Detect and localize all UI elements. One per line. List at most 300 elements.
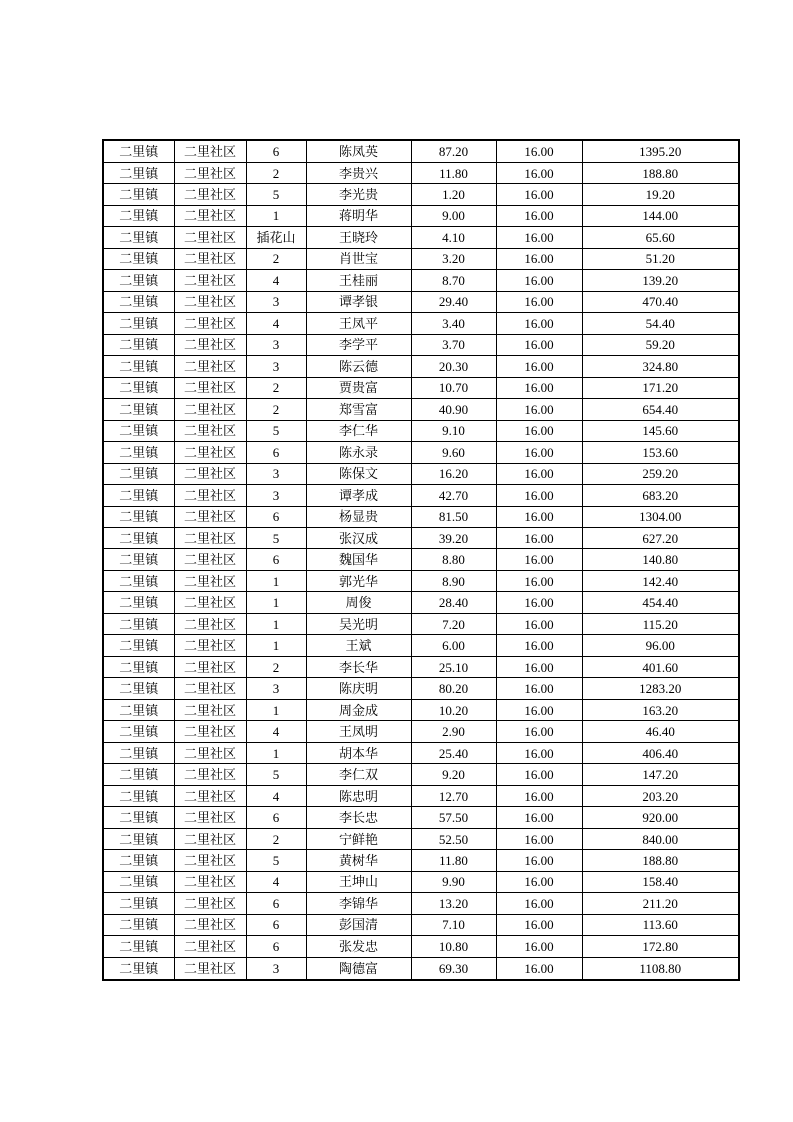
cell-name: 李贵兴 bbox=[306, 162, 411, 183]
cell-quantity: 28.40 bbox=[411, 592, 496, 613]
cell-quantity: 57.50 bbox=[411, 807, 496, 828]
cell-quantity: 3.40 bbox=[411, 313, 496, 334]
cell-unit-price: 16.00 bbox=[496, 850, 582, 871]
cell-community: 二里社区 bbox=[174, 313, 246, 334]
table-row bbox=[103, 334, 739, 355]
cell-unit-price: 16.00 bbox=[496, 248, 582, 269]
cell-group: 5 bbox=[246, 764, 306, 785]
cell-quantity: 8.80 bbox=[411, 549, 496, 570]
cell-community: 二里社区 bbox=[174, 914, 246, 935]
table-row bbox=[103, 270, 739, 291]
cell-quantity: 3.20 bbox=[411, 248, 496, 269]
cell-quantity: 9.60 bbox=[411, 442, 496, 463]
cell-name: 王斌 bbox=[306, 635, 411, 656]
cell-group: 1 bbox=[246, 570, 306, 591]
cell-name: 肖世宝 bbox=[306, 248, 411, 269]
table-row bbox=[103, 442, 739, 463]
cell-group: 5 bbox=[246, 528, 306, 549]
table-row bbox=[103, 742, 739, 763]
cell-community: 二里社区 bbox=[174, 656, 246, 677]
cell-group: 1 bbox=[246, 205, 306, 226]
cell-amount: 145.60 bbox=[582, 420, 739, 441]
cell-community: 二里社区 bbox=[174, 699, 246, 720]
cell-community: 二里社区 bbox=[174, 184, 246, 205]
cell-quantity: 11.80 bbox=[411, 850, 496, 871]
cell-unit-price: 16.00 bbox=[496, 914, 582, 935]
cell-name: 周金成 bbox=[306, 699, 411, 720]
cell-town: 二里镇 bbox=[103, 936, 174, 957]
cell-name: 李长忠 bbox=[306, 807, 411, 828]
cell-quantity: 10.20 bbox=[411, 699, 496, 720]
cell-quantity: 6.00 bbox=[411, 635, 496, 656]
cell-community: 二里社区 bbox=[174, 162, 246, 183]
table-row bbox=[103, 248, 739, 269]
cell-unit-price: 16.00 bbox=[496, 678, 582, 699]
cell-town: 二里镇 bbox=[103, 227, 174, 248]
cell-community: 二里社区 bbox=[174, 442, 246, 463]
table-row bbox=[103, 162, 739, 183]
cell-town: 二里镇 bbox=[103, 764, 174, 785]
cell-community: 二里社区 bbox=[174, 721, 246, 742]
cell-community: 二里社区 bbox=[174, 377, 246, 398]
cell-community: 二里社区 bbox=[174, 549, 246, 570]
cell-town: 二里镇 bbox=[103, 399, 174, 420]
cell-community: 二里社区 bbox=[174, 613, 246, 634]
cell-quantity: 2.90 bbox=[411, 721, 496, 742]
table-row bbox=[103, 528, 739, 549]
cell-unit-price: 16.00 bbox=[496, 699, 582, 720]
cell-group: 4 bbox=[246, 721, 306, 742]
table-row bbox=[103, 785, 739, 806]
cell-name: 蒋明华 bbox=[306, 205, 411, 226]
cell-group: 2 bbox=[246, 828, 306, 849]
cell-community: 二里社区 bbox=[174, 764, 246, 785]
cell-unit-price: 16.00 bbox=[496, 442, 582, 463]
cell-group: 6 bbox=[246, 506, 306, 527]
cell-name: 李仁双 bbox=[306, 764, 411, 785]
cell-quantity: 52.50 bbox=[411, 828, 496, 849]
cell-quantity: 81.50 bbox=[411, 506, 496, 527]
cell-quantity: 87.20 bbox=[411, 140, 496, 162]
cell-unit-price: 16.00 bbox=[496, 871, 582, 892]
cell-name: 李光贵 bbox=[306, 184, 411, 205]
cell-amount: 59.20 bbox=[582, 334, 739, 355]
cell-quantity: 9.10 bbox=[411, 420, 496, 441]
cell-group: 3 bbox=[246, 463, 306, 484]
cell-quantity: 9.90 bbox=[411, 871, 496, 892]
cell-town: 二里镇 bbox=[103, 656, 174, 677]
cell-quantity: 10.70 bbox=[411, 377, 496, 398]
records-table bbox=[102, 139, 740, 981]
cell-quantity: 42.70 bbox=[411, 485, 496, 506]
cell-name: 谭孝成 bbox=[306, 485, 411, 506]
cell-unit-price: 16.00 bbox=[496, 420, 582, 441]
cell-town: 二里镇 bbox=[103, 442, 174, 463]
cell-name: 胡本华 bbox=[306, 742, 411, 763]
cell-name: 陈忠明 bbox=[306, 785, 411, 806]
cell-unit-price: 16.00 bbox=[496, 549, 582, 570]
cell-quantity: 8.90 bbox=[411, 570, 496, 591]
cell-community: 二里社区 bbox=[174, 635, 246, 656]
cell-name: 王凤平 bbox=[306, 313, 411, 334]
cell-amount: 203.20 bbox=[582, 785, 739, 806]
cell-group: 2 bbox=[246, 162, 306, 183]
cell-group: 3 bbox=[246, 485, 306, 506]
cell-town: 二里镇 bbox=[103, 893, 174, 914]
cell-name: 彭国清 bbox=[306, 914, 411, 935]
cell-unit-price: 16.00 bbox=[496, 184, 582, 205]
table-row bbox=[103, 721, 739, 742]
cell-amount: 171.20 bbox=[582, 377, 739, 398]
table-row bbox=[103, 807, 739, 828]
table-row bbox=[103, 699, 739, 720]
cell-name: 李学平 bbox=[306, 334, 411, 355]
cell-quantity: 1.20 bbox=[411, 184, 496, 205]
cell-unit-price: 16.00 bbox=[496, 592, 582, 613]
cell-amount: 259.20 bbox=[582, 463, 739, 484]
cell-amount: 158.40 bbox=[582, 871, 739, 892]
cell-quantity: 8.70 bbox=[411, 270, 496, 291]
cell-unit-price: 16.00 bbox=[496, 162, 582, 183]
cell-amount: 96.00 bbox=[582, 635, 739, 656]
cell-group: 5 bbox=[246, 420, 306, 441]
cell-name: 黄树华 bbox=[306, 850, 411, 871]
cell-town: 二里镇 bbox=[103, 613, 174, 634]
cell-community: 二里社区 bbox=[174, 528, 246, 549]
cell-quantity: 11.80 bbox=[411, 162, 496, 183]
cell-amount: 142.40 bbox=[582, 570, 739, 591]
cell-town: 二里镇 bbox=[103, 485, 174, 506]
cell-name: 谭孝银 bbox=[306, 291, 411, 312]
table-row bbox=[103, 828, 739, 849]
cell-town: 二里镇 bbox=[103, 420, 174, 441]
cell-group: 6 bbox=[246, 893, 306, 914]
cell-group: 2 bbox=[246, 248, 306, 269]
table-row bbox=[103, 291, 739, 312]
cell-community: 二里社区 bbox=[174, 506, 246, 527]
cell-town: 二里镇 bbox=[103, 506, 174, 527]
table-row bbox=[103, 678, 739, 699]
table-row bbox=[103, 463, 739, 484]
cell-unit-price: 16.00 bbox=[496, 463, 582, 484]
cell-community: 二里社区 bbox=[174, 592, 246, 613]
cell-group: 3 bbox=[246, 356, 306, 377]
cell-name: 王凤明 bbox=[306, 721, 411, 742]
cell-unit-price: 16.00 bbox=[496, 291, 582, 312]
cell-quantity: 13.20 bbox=[411, 893, 496, 914]
cell-group: 4 bbox=[246, 270, 306, 291]
cell-name: 陈保文 bbox=[306, 463, 411, 484]
cell-community: 二里社区 bbox=[174, 850, 246, 871]
cell-unit-price: 16.00 bbox=[496, 957, 582, 980]
cell-town: 二里镇 bbox=[103, 356, 174, 377]
cell-quantity: 3.70 bbox=[411, 334, 496, 355]
cell-unit-price: 16.00 bbox=[496, 227, 582, 248]
cell-town: 二里镇 bbox=[103, 871, 174, 892]
cell-quantity: 25.10 bbox=[411, 656, 496, 677]
cell-community: 二里社区 bbox=[174, 463, 246, 484]
cell-amount: 46.40 bbox=[582, 721, 739, 742]
cell-unit-price: 16.00 bbox=[496, 377, 582, 398]
cell-name: 魏国华 bbox=[306, 549, 411, 570]
cell-group: 2 bbox=[246, 377, 306, 398]
cell-town: 二里镇 bbox=[103, 914, 174, 935]
cell-amount: 65.60 bbox=[582, 227, 739, 248]
cell-group: 4 bbox=[246, 871, 306, 892]
cell-amount: 153.60 bbox=[582, 442, 739, 463]
table-row bbox=[103, 570, 739, 591]
cell-unit-price: 16.00 bbox=[496, 570, 582, 591]
cell-group: 6 bbox=[246, 914, 306, 935]
cell-community: 二里社区 bbox=[174, 356, 246, 377]
cell-name: 陈云德 bbox=[306, 356, 411, 377]
cell-community: 二里社区 bbox=[174, 420, 246, 441]
cell-group: 4 bbox=[246, 785, 306, 806]
cell-town: 二里镇 bbox=[103, 184, 174, 205]
cell-amount: 140.80 bbox=[582, 549, 739, 570]
cell-quantity: 16.20 bbox=[411, 463, 496, 484]
cell-group: 2 bbox=[246, 399, 306, 420]
cell-amount: 115.20 bbox=[582, 613, 739, 634]
cell-amount: 683.20 bbox=[582, 485, 739, 506]
cell-amount: 19.20 bbox=[582, 184, 739, 205]
cell-unit-price: 16.00 bbox=[496, 356, 582, 377]
cell-amount: 401.60 bbox=[582, 656, 739, 677]
cell-group: 3 bbox=[246, 957, 306, 980]
table-row bbox=[103, 764, 739, 785]
cell-name: 陈永录 bbox=[306, 442, 411, 463]
cell-name: 李长华 bbox=[306, 656, 411, 677]
cell-unit-price: 16.00 bbox=[496, 828, 582, 849]
cell-unit-price: 16.00 bbox=[496, 270, 582, 291]
table-row bbox=[103, 613, 739, 634]
table-row bbox=[103, 184, 739, 205]
table-row bbox=[103, 356, 739, 377]
cell-amount: 324.80 bbox=[582, 356, 739, 377]
table-row bbox=[103, 850, 739, 871]
cell-town: 二里镇 bbox=[103, 570, 174, 591]
cell-town: 二里镇 bbox=[103, 248, 174, 269]
cell-quantity: 40.90 bbox=[411, 399, 496, 420]
cell-group: 1 bbox=[246, 613, 306, 634]
cell-quantity: 9.20 bbox=[411, 764, 496, 785]
cell-amount: 188.80 bbox=[582, 850, 739, 871]
cell-quantity: 69.30 bbox=[411, 957, 496, 980]
cell-quantity: 25.40 bbox=[411, 742, 496, 763]
cell-amount: 654.40 bbox=[582, 399, 739, 420]
table-row bbox=[103, 936, 739, 957]
table-row bbox=[103, 592, 739, 613]
cell-amount: 627.20 bbox=[582, 528, 739, 549]
cell-group: 4 bbox=[246, 313, 306, 334]
cell-group: 6 bbox=[246, 442, 306, 463]
cell-group: 6 bbox=[246, 549, 306, 570]
table-row bbox=[103, 205, 739, 226]
cell-group: 1 bbox=[246, 742, 306, 763]
cell-town: 二里镇 bbox=[103, 592, 174, 613]
cell-town: 二里镇 bbox=[103, 635, 174, 656]
cell-community: 二里社区 bbox=[174, 570, 246, 591]
table-row bbox=[103, 549, 739, 570]
cell-group: 3 bbox=[246, 678, 306, 699]
cell-amount: 920.00 bbox=[582, 807, 739, 828]
cell-community: 二里社区 bbox=[174, 227, 246, 248]
cell-unit-price: 16.00 bbox=[496, 764, 582, 785]
cell-amount: 54.40 bbox=[582, 313, 739, 334]
cell-quantity: 20.30 bbox=[411, 356, 496, 377]
cell-unit-price: 16.00 bbox=[496, 506, 582, 527]
cell-name: 郑雪富 bbox=[306, 399, 411, 420]
cell-quantity: 4.10 bbox=[411, 227, 496, 248]
cell-town: 二里镇 bbox=[103, 699, 174, 720]
cell-town: 二里镇 bbox=[103, 785, 174, 806]
cell-town: 二里镇 bbox=[103, 313, 174, 334]
cell-community: 二里社区 bbox=[174, 678, 246, 699]
cell-community: 二里社区 bbox=[174, 140, 246, 162]
cell-community: 二里社区 bbox=[174, 871, 246, 892]
table-row bbox=[103, 506, 739, 527]
cell-unit-price: 16.00 bbox=[496, 334, 582, 355]
cell-town: 二里镇 bbox=[103, 334, 174, 355]
cell-unit-price: 16.00 bbox=[496, 893, 582, 914]
cell-community: 二里社区 bbox=[174, 893, 246, 914]
cell-town: 二里镇 bbox=[103, 205, 174, 226]
cell-quantity: 12.70 bbox=[411, 785, 496, 806]
cell-amount: 1108.80 bbox=[582, 957, 739, 980]
cell-group: 插花山 bbox=[246, 227, 306, 248]
cell-amount: 144.00 bbox=[582, 205, 739, 226]
cell-unit-price: 16.00 bbox=[496, 635, 582, 656]
cell-group: 1 bbox=[246, 699, 306, 720]
table-row bbox=[103, 377, 739, 398]
table-row bbox=[103, 485, 739, 506]
table-row bbox=[103, 399, 739, 420]
cell-community: 二里社区 bbox=[174, 742, 246, 763]
cell-amount: 147.20 bbox=[582, 764, 739, 785]
cell-name: 陈凤英 bbox=[306, 140, 411, 162]
cell-town: 二里镇 bbox=[103, 270, 174, 291]
table-row bbox=[103, 140, 739, 162]
cell-name: 张汉成 bbox=[306, 528, 411, 549]
cell-unit-price: 16.00 bbox=[496, 721, 582, 742]
cell-unit-price: 16.00 bbox=[496, 528, 582, 549]
cell-amount: 188.80 bbox=[582, 162, 739, 183]
cell-town: 二里镇 bbox=[103, 742, 174, 763]
table-row bbox=[103, 893, 739, 914]
cell-quantity: 7.20 bbox=[411, 613, 496, 634]
cell-town: 二里镇 bbox=[103, 291, 174, 312]
cell-quantity: 80.20 bbox=[411, 678, 496, 699]
cell-community: 二里社区 bbox=[174, 205, 246, 226]
cell-name: 陶德富 bbox=[306, 957, 411, 980]
table-row bbox=[103, 914, 739, 935]
cell-group: 1 bbox=[246, 592, 306, 613]
cell-amount: 51.20 bbox=[582, 248, 739, 269]
cell-group: 5 bbox=[246, 850, 306, 871]
cell-amount: 470.40 bbox=[582, 291, 739, 312]
cell-community: 二里社区 bbox=[174, 936, 246, 957]
cell-quantity: 29.40 bbox=[411, 291, 496, 312]
cell-amount: 1395.20 bbox=[582, 140, 739, 162]
cell-name: 张发忠 bbox=[306, 936, 411, 957]
cell-unit-price: 16.00 bbox=[496, 399, 582, 420]
cell-group: 6 bbox=[246, 936, 306, 957]
cell-unit-price: 16.00 bbox=[496, 656, 582, 677]
cell-quantity: 10.80 bbox=[411, 936, 496, 957]
cell-amount: 406.40 bbox=[582, 742, 739, 763]
cell-group: 1 bbox=[246, 635, 306, 656]
cell-unit-price: 16.00 bbox=[496, 936, 582, 957]
cell-unit-price: 16.00 bbox=[496, 485, 582, 506]
cell-name: 杨显贵 bbox=[306, 506, 411, 527]
cell-community: 二里社区 bbox=[174, 807, 246, 828]
table-row bbox=[103, 313, 739, 334]
cell-town: 二里镇 bbox=[103, 528, 174, 549]
cell-amount: 211.20 bbox=[582, 893, 739, 914]
cell-group: 3 bbox=[246, 334, 306, 355]
cell-amount: 454.40 bbox=[582, 592, 739, 613]
cell-community: 二里社区 bbox=[174, 270, 246, 291]
cell-unit-price: 16.00 bbox=[496, 613, 582, 634]
cell-unit-price: 16.00 bbox=[496, 785, 582, 806]
cell-group: 2 bbox=[246, 656, 306, 677]
cell-community: 二里社区 bbox=[174, 785, 246, 806]
cell-amount: 1304.00 bbox=[582, 506, 739, 527]
cell-quantity: 7.10 bbox=[411, 914, 496, 935]
cell-name: 宁鲜艳 bbox=[306, 828, 411, 849]
table-row bbox=[103, 656, 739, 677]
cell-name: 郭光华 bbox=[306, 570, 411, 591]
cell-unit-price: 16.00 bbox=[496, 742, 582, 763]
records-table-body bbox=[103, 140, 739, 980]
cell-community: 二里社区 bbox=[174, 828, 246, 849]
cell-quantity: 9.00 bbox=[411, 205, 496, 226]
cell-unit-price: 16.00 bbox=[496, 205, 582, 226]
cell-town: 二里镇 bbox=[103, 678, 174, 699]
table-row bbox=[103, 635, 739, 656]
cell-name: 周俊 bbox=[306, 592, 411, 613]
cell-community: 二里社区 bbox=[174, 485, 246, 506]
cell-name: 李锦华 bbox=[306, 893, 411, 914]
cell-group: 5 bbox=[246, 184, 306, 205]
cell-community: 二里社区 bbox=[174, 957, 246, 980]
cell-amount: 172.80 bbox=[582, 936, 739, 957]
cell-amount: 840.00 bbox=[582, 828, 739, 849]
cell-group: 3 bbox=[246, 291, 306, 312]
cell-town: 二里镇 bbox=[103, 828, 174, 849]
cell-unit-price: 16.00 bbox=[496, 807, 582, 828]
cell-community: 二里社区 bbox=[174, 399, 246, 420]
cell-community: 二里社区 bbox=[174, 248, 246, 269]
cell-name: 吴光明 bbox=[306, 613, 411, 634]
cell-name: 贾贵富 bbox=[306, 377, 411, 398]
cell-name: 王晓玲 bbox=[306, 227, 411, 248]
cell-name: 王坤山 bbox=[306, 871, 411, 892]
table-row bbox=[103, 871, 739, 892]
cell-town: 二里镇 bbox=[103, 721, 174, 742]
cell-name: 王桂丽 bbox=[306, 270, 411, 291]
table-row bbox=[103, 420, 739, 441]
table-row bbox=[103, 227, 739, 248]
cell-amount: 1283.20 bbox=[582, 678, 739, 699]
cell-quantity: 39.20 bbox=[411, 528, 496, 549]
cell-community: 二里社区 bbox=[174, 334, 246, 355]
cell-town: 二里镇 bbox=[103, 377, 174, 398]
table-row bbox=[103, 957, 739, 980]
cell-town: 二里镇 bbox=[103, 807, 174, 828]
cell-town: 二里镇 bbox=[103, 162, 174, 183]
cell-group: 6 bbox=[246, 807, 306, 828]
